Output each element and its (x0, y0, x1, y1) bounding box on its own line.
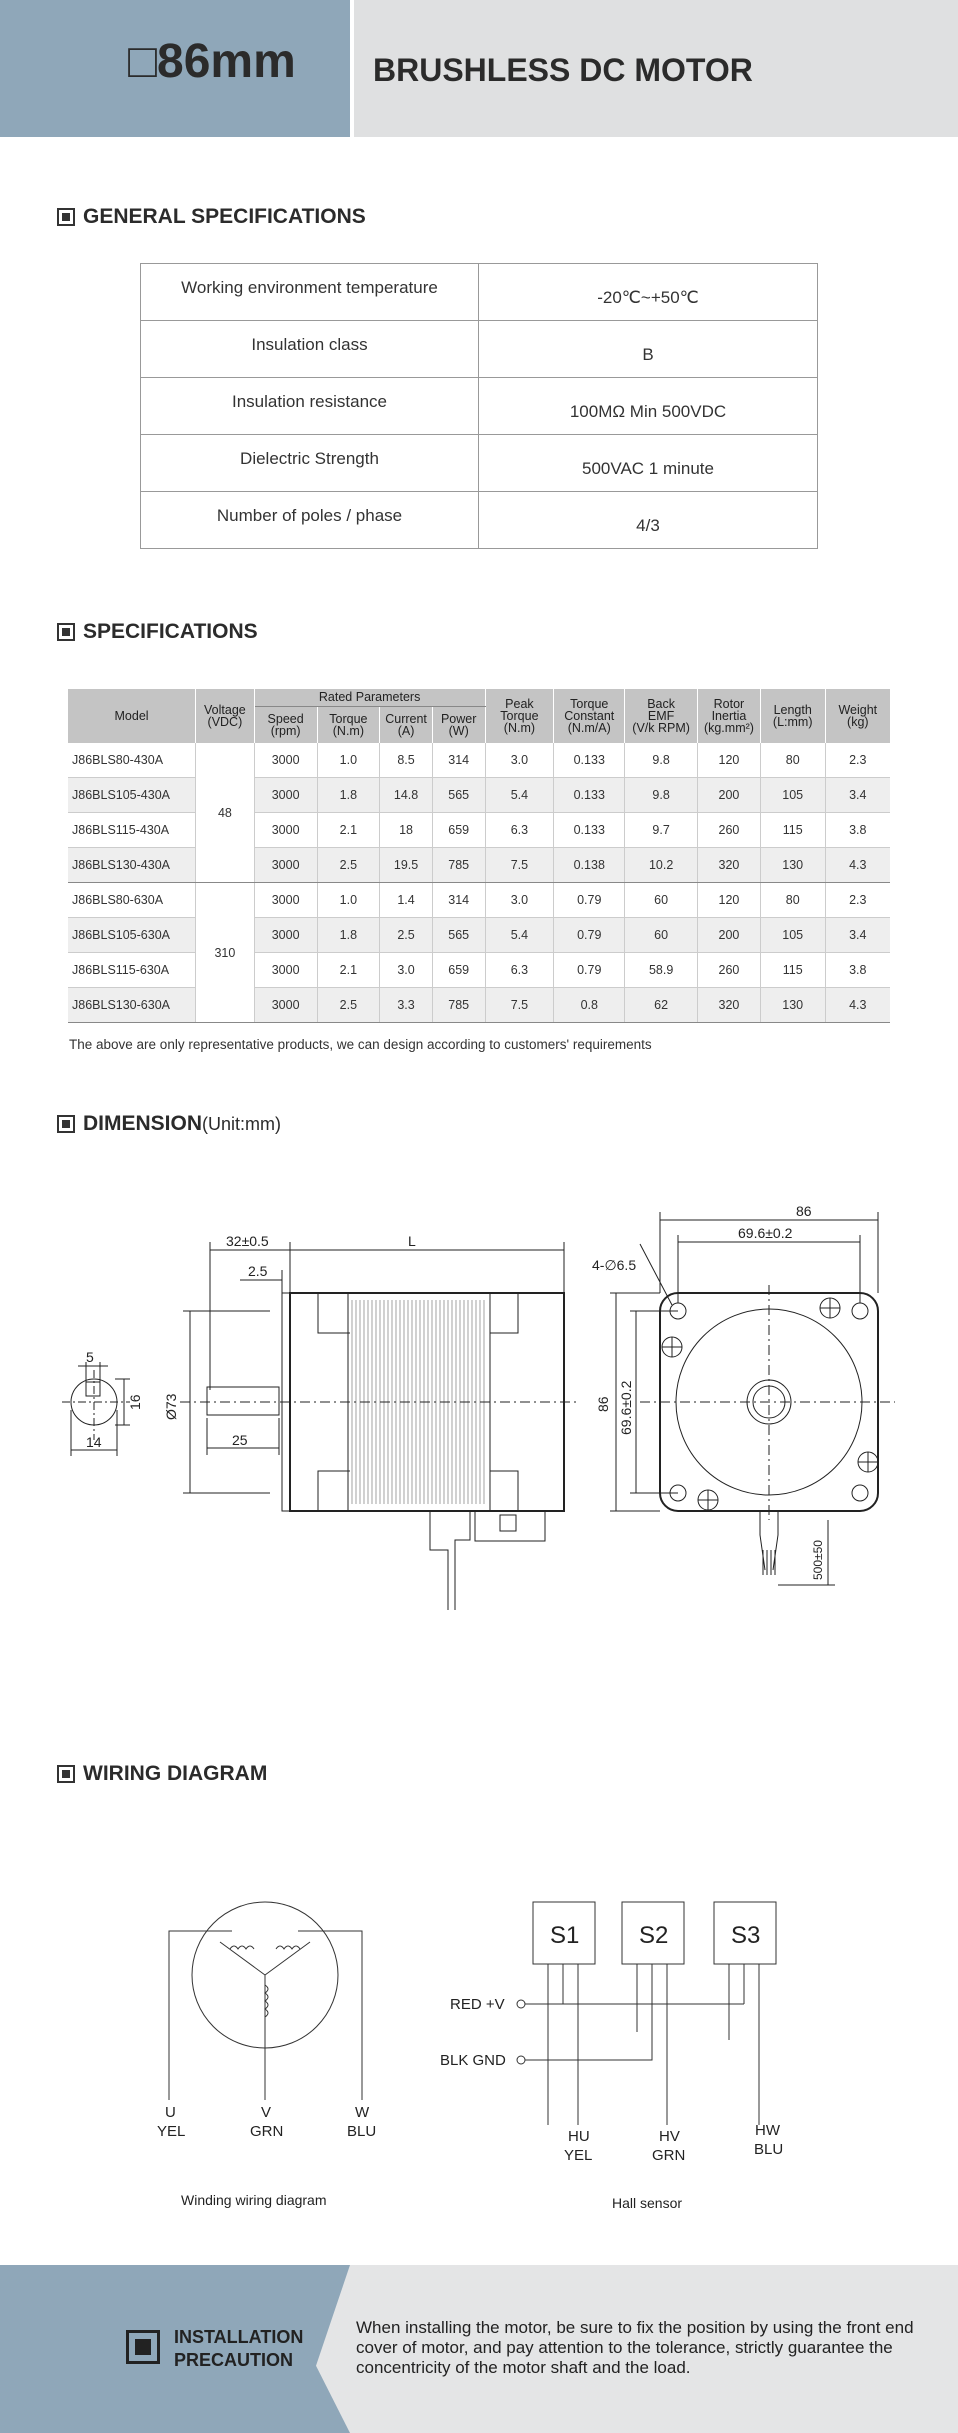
spec-note: The above are only representative products, we can design according to customers' requirements (69, 1037, 652, 1052)
cell-torque: 1.8 (317, 918, 380, 953)
cell-length: 105 (760, 918, 825, 953)
cell-rotor-inertia: 260 (698, 953, 761, 988)
cell-length: 130 (760, 848, 825, 883)
cell-back-emf: 9.8 (625, 778, 698, 813)
cell-torque: 2.1 (317, 813, 380, 848)
terminal-u: U (165, 2104, 176, 2121)
motor-side-view (163, 1233, 580, 1610)
cell-current: 2.5 (380, 918, 433, 953)
table-row (68, 813, 890, 848)
table-row (141, 378, 818, 435)
spec-table (68, 689, 890, 1023)
cell-length: 105 (760, 778, 825, 813)
cell-back-emf: 9.8 (625, 743, 698, 778)
table-row (141, 492, 818, 549)
cell-back-emf: 60 (625, 883, 698, 918)
dim-pilot-diameter: Ø73 (163, 1393, 179, 1420)
section-dimension-header (57, 1112, 281, 1136)
cell-weight: 3.8 (825, 813, 890, 848)
cell-speed: 3000 (254, 813, 317, 848)
mount-screws (662, 1298, 878, 1510)
cell-peak-torque: 6.3 (485, 813, 554, 848)
cell-current: 14.8 (380, 778, 433, 813)
spec-table-body (68, 743, 890, 1023)
section-specs-title: SPECIFICATIONS (83, 620, 258, 643)
cell-weight: 4.3 (825, 988, 890, 1023)
cell-speed: 3000 (254, 743, 317, 778)
hall-hu: HU (568, 2128, 590, 2145)
cell-rotor-inertia: 200 (698, 778, 761, 813)
cell-peak-torque: 5.4 (485, 918, 554, 953)
cell-torque-constant: 0.79 (554, 918, 625, 953)
cell-torque-constant: 0.79 (554, 953, 625, 988)
dim-lead-length: 500±50 (811, 1540, 825, 1580)
cell-torque-constant: 0.8 (554, 988, 625, 1023)
section-general-header (57, 205, 366, 229)
col-speed: Speed (rpm) (254, 706, 317, 743)
spec-label: Working environment temperature (141, 264, 479, 321)
hall-caption: Hall sensor (612, 2195, 683, 2211)
dim-shaft-length: 32±0.5 (226, 1233, 269, 1249)
table-row (68, 988, 890, 1023)
cell-length: 80 (760, 743, 825, 778)
cell-weight: 3.4 (825, 918, 890, 953)
table-row (68, 743, 890, 778)
cell-rotor-inertia: 320 (698, 988, 761, 1023)
cell-model: J86BLS105-430A (68, 778, 196, 813)
section-dimension-title: DIMENSION (83, 1112, 203, 1135)
cell-weight: 2.3 (825, 883, 890, 918)
dim-key-length: 25 (232, 1432, 248, 1448)
col-model: Model (68, 689, 196, 743)
cell-model: J86BLS130-430A (68, 848, 196, 883)
dim-pilot-step: 2.5 (248, 1263, 268, 1279)
spec-label: Insulation class (141, 321, 479, 378)
cell-rotor-inertia: 120 (698, 883, 761, 918)
cell-back-emf: 58.9 (625, 953, 698, 988)
cell-torque-constant: 0.138 (554, 848, 625, 883)
col-back-emf: Back EMF (V/k RPM) (625, 689, 698, 743)
cell-back-emf: 62 (625, 988, 698, 1023)
cell-weight: 3.8 (825, 953, 890, 988)
cell-speed: 3000 (254, 883, 317, 918)
terminal-w-color: BLU (347, 2123, 377, 2140)
cell-torque: 1.0 (317, 743, 380, 778)
table-row (141, 264, 818, 321)
general-spec-table (140, 263, 818, 549)
table-row (141, 435, 818, 492)
spec-label: Dielectric Strength (141, 435, 479, 492)
section-wiring-title: WIRING DIAGRAM (83, 1762, 268, 1785)
cell-peak-torque: 7.5 (485, 988, 554, 1023)
power-gnd-label: BLK GND (440, 2052, 506, 2069)
power-plus-label: RED +V (450, 1996, 505, 2013)
cell-peak-torque: 6.3 (485, 953, 554, 988)
cell-peak-torque: 3.0 (485, 743, 554, 778)
cell-peak-torque: 7.5 (485, 848, 554, 883)
cell-length: 115 (760, 813, 825, 848)
cell-back-emf: 60 (625, 918, 698, 953)
col-length: Length (L:mm) (760, 689, 825, 743)
spec-value: -20℃~+50℃ (479, 264, 818, 321)
cell-current: 3.0 (380, 953, 433, 988)
cell-model: J86BLS80-430A (68, 743, 196, 778)
spec-value: 100MΩ Min 500VDC (479, 378, 818, 435)
hall-hv: HV (659, 2128, 680, 2145)
cell-weight: 3.4 (825, 778, 890, 813)
col-torque: Torque (N.m) (317, 706, 380, 743)
cell-rotor-inertia: 200 (698, 918, 761, 953)
cell-rotor-inertia: 120 (698, 743, 761, 778)
cell-current: 19.5 (380, 848, 433, 883)
table-row (68, 848, 890, 883)
footer-title (174, 2326, 303, 2372)
cell-weight: 4.3 (825, 848, 890, 883)
cell-power: 314 (432, 743, 485, 778)
section-square-icon (57, 1115, 75, 1133)
dim-body-length: L (408, 1233, 416, 1249)
col-voltage: Voltage (VDC) (196, 689, 255, 743)
cell-back-emf: 10.2 (625, 848, 698, 883)
spec-value: 500VAC 1 minute (479, 435, 818, 492)
cell-model: J86BLS130-630A (68, 988, 196, 1023)
shaft-end-view (62, 1349, 143, 1456)
cell-power: 659 (432, 813, 485, 848)
dim-key-height: 16 (127, 1394, 143, 1410)
sensor-s3: S3 (731, 1922, 761, 1949)
wiring-diagram (0, 1880, 958, 2220)
spec-value: 4/3 (479, 492, 818, 549)
cell-speed: 3000 (254, 848, 317, 883)
dim-side-86: 86 (595, 1396, 611, 1412)
cell-length: 115 (760, 953, 825, 988)
cell-torque-constant: 0.133 (554, 813, 625, 848)
terminal-v-color: GRN (250, 2123, 284, 2140)
installation-square-icon (126, 2330, 160, 2364)
dim-side-pitch: 69.6±0.2 (618, 1380, 634, 1435)
terminal-u-color: YEL (157, 2123, 186, 2140)
section-square-icon (57, 208, 75, 226)
cell-speed: 3000 (254, 988, 317, 1023)
cell-weight: 2.3 (825, 743, 890, 778)
cell-torque-constant: 0.79 (554, 883, 625, 918)
table-row (68, 883, 890, 918)
footer-title-line1: INSTALLATION (174, 2327, 304, 2347)
cell-torque: 1.8 (317, 778, 380, 813)
dim-hole-dia: 4-∅6.5 (592, 1257, 637, 1273)
table-row (141, 321, 818, 378)
col-rated-parameters: Rated Parameters (254, 689, 485, 706)
cell-length: 80 (760, 883, 825, 918)
cell-power: 659 (432, 953, 485, 988)
dim-shaft-dia: 14 (86, 1434, 102, 1450)
col-weight: Weight (kg) (825, 689, 890, 743)
cell-torque-constant: 0.133 (554, 778, 625, 813)
hall-hw-color: BLU (754, 2141, 784, 2158)
cell-length: 130 (760, 988, 825, 1023)
section-general-title: GENERAL SPECIFICATIONS (83, 205, 366, 228)
terminal-v: V (261, 2104, 272, 2121)
cell-voltage: 48 (196, 743, 255, 883)
cell-rotor-inertia: 260 (698, 813, 761, 848)
sensor-s1: S1 (550, 1922, 580, 1949)
cell-torque: 2.5 (317, 848, 380, 883)
cell-voltage: 310 (196, 883, 255, 1023)
section-square-icon (57, 1765, 75, 1783)
cell-model: J86BLS80-630A (68, 883, 196, 918)
hall-hv-color: GRN (652, 2147, 686, 2164)
hall-sensor-diagram (440, 1902, 783, 2211)
page-title: BRUSHLESS DC MOTOR (373, 52, 753, 88)
cell-speed: 3000 (254, 918, 317, 953)
footer-title-line2: PRECAUTION (174, 2350, 294, 2370)
cell-model: J86BLS115-430A (68, 813, 196, 848)
col-rotor-inertia: Rotor Inertia (kg.mm²) (698, 689, 761, 743)
cell-power: 785 (432, 848, 485, 883)
cell-power: 565 (432, 918, 485, 953)
cell-torque: 2.1 (317, 953, 380, 988)
table-row (68, 918, 890, 953)
cell-back-emf: 9.7 (625, 813, 698, 848)
cell-peak-torque: 3.0 (485, 883, 554, 918)
cell-current: 18 (380, 813, 433, 848)
hall-hw: HW (755, 2122, 780, 2139)
col-peak-torque: Peak Torque (N.m) (485, 689, 554, 743)
winding-caption: Winding wiring diagram (181, 2192, 327, 2208)
dim-flange-width: 86 (796, 1203, 812, 1219)
spec-value: B (479, 321, 818, 378)
cell-peak-torque: 5.4 (485, 778, 554, 813)
col-power: Power (W) (432, 706, 485, 743)
cell-power: 314 (432, 883, 485, 918)
cell-model: J86BLS105-630A (68, 918, 196, 953)
cell-current: 1.4 (380, 883, 433, 918)
cell-rotor-inertia: 320 (698, 848, 761, 883)
winding-diagram (157, 1902, 376, 2208)
cell-current: 3.3 (380, 988, 433, 1023)
cell-model: J86BLS115-630A (68, 953, 196, 988)
section-square-icon (57, 623, 75, 641)
col-current: Current (A) (380, 706, 433, 743)
table-row (68, 953, 890, 988)
cell-power: 565 (432, 778, 485, 813)
section-wiring-header (57, 1762, 267, 1786)
dimension-drawing (0, 1190, 958, 1630)
col-torque-constant: Torque Constant (N.m/A) (554, 689, 625, 743)
cell-current: 8.5 (380, 743, 433, 778)
motor-size-title: □86mm (128, 35, 296, 88)
cell-speed: 3000 (254, 953, 317, 988)
sensor-s2: S2 (639, 1922, 669, 1949)
spec-label: Insulation resistance (141, 378, 479, 435)
footer-text: When installing the motor, be sure to fix the position by using the front end cover of motor, and pay attention to the tolerance, strictly guarantee the concentricity of the motor shaft and the load. (356, 2318, 914, 2377)
cell-torque: 2.5 (317, 988, 380, 1023)
section-dimension-unit: (Unit:mm) (202, 1113, 282, 1134)
table-row (68, 778, 890, 813)
cell-torque: 1.0 (317, 883, 380, 918)
hall-hu-color: YEL (564, 2147, 593, 2164)
cell-speed: 3000 (254, 778, 317, 813)
terminal-w: W (355, 2104, 370, 2121)
dim-key-width: 5 (86, 1349, 94, 1365)
motor-front-view (592, 1203, 895, 1585)
spec-label: Number of poles / phase (141, 492, 479, 549)
cell-torque-constant: 0.133 (554, 743, 625, 778)
section-specs-header (57, 620, 258, 644)
dim-hole-pitch: 69.6±0.2 (738, 1225, 793, 1241)
cell-power: 785 (432, 988, 485, 1023)
